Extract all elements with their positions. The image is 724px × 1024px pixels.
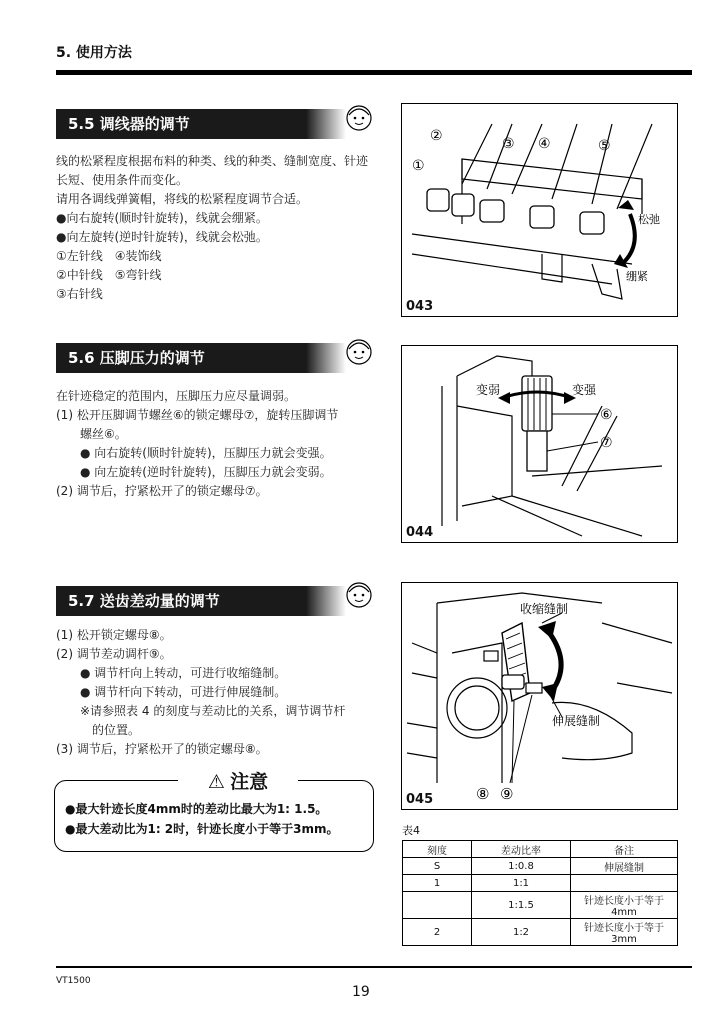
section-5-6-title: 5.6 压脚压力的调节	[56, 343, 346, 373]
text-line: ● 调节杆向下转动，可进行伸展缝制。	[80, 685, 287, 699]
caution-line: ●最大针迹长度4mm时的差动比最大为1: 1.5。	[65, 802, 328, 816]
label-1: ①	[412, 158, 425, 174]
label-5: ⑤	[598, 138, 611, 154]
table-cell: 针迹长度小于等于4mm	[571, 892, 678, 919]
mascot-icon	[344, 580, 374, 610]
table-caption: 表4	[402, 824, 420, 837]
text-line: (2) 调节后，拧紧松开了的锁定螺母⑦。	[56, 484, 268, 498]
label-tighten: 绷紧	[626, 270, 648, 283]
label-7: ⑦	[600, 435, 613, 451]
differential-lever-drawing	[402, 583, 677, 809]
presser-foot-drawing	[402, 346, 677, 542]
figure-number: 045	[406, 792, 434, 807]
table-header-row	[403, 841, 678, 858]
label-6: ⑥	[600, 407, 613, 423]
table-row	[403, 919, 678, 946]
warning-icon: ⚠	[207, 771, 225, 793]
section-5-5-text	[56, 152, 376, 304]
text-line: 螺丝⑥。	[80, 427, 127, 441]
text-line: ②中针线 ⑤弯针线	[56, 268, 162, 282]
text-line: ③右针线	[56, 287, 103, 301]
header-rule	[56, 70, 692, 75]
text-line: ※请参照表 4 的刻度与差动比的关系，调节调节杆	[80, 704, 346, 718]
table-cell: S	[403, 858, 472, 875]
text-line: ①左针线 ④装饰线	[56, 249, 162, 263]
page-number: 19	[352, 984, 370, 1000]
figure-045	[401, 582, 678, 810]
label-weaker: 变弱	[476, 383, 501, 397]
text-line: ●向左旋转(逆时针旋转)，线就会松弛。	[56, 230, 268, 244]
label-2: ②	[430, 128, 443, 144]
table-row	[403, 858, 678, 875]
table-cell: 1	[403, 875, 472, 892]
tension-dials-drawing	[402, 104, 677, 316]
table-cell: 针迹长度小于等于3mm	[571, 919, 678, 946]
footer-rule	[56, 966, 692, 968]
table-cell: 1:1.5	[472, 892, 571, 919]
label-stronger: 变强	[572, 383, 597, 397]
table-header: 刻度	[403, 841, 472, 858]
label-8: ⑧	[476, 785, 490, 803]
figure-number: 044	[406, 525, 434, 540]
text-line: 在针迹稳定的范围内，压脚压力应尽量调弱。	[56, 389, 297, 403]
table-cell: 伸展缝制	[571, 858, 678, 875]
table-cell: 1:2	[472, 919, 571, 946]
section-5-5-title: 5.5 调线器的调节	[56, 109, 346, 139]
table-cell: 2	[403, 919, 472, 946]
text-line: (3) 调节后，拧紧松开了的锁定螺母⑧。	[56, 742, 268, 756]
text-line: ● 向右旋转(顺时针旋转)，压脚压力就会变强。	[80, 446, 332, 460]
mascot-icon	[344, 103, 374, 133]
section-5-7-title: 5.7 送齿差动量的调节	[56, 586, 346, 616]
text-line: 长短、使用条件而变化。	[56, 173, 189, 187]
caution-header	[178, 767, 298, 793]
text-line: (1) 松开锁定螺母⑧。	[56, 628, 172, 642]
label-loosen: 松弛	[638, 213, 660, 226]
label-9: ⑨	[500, 785, 514, 803]
table-cell	[403, 892, 472, 919]
table-cell: 1:1	[472, 875, 571, 892]
text-line: 的位置。	[92, 723, 141, 737]
mascot-icon	[344, 337, 374, 367]
caution-line: ●最大差动比为1: 2时，针迹长度小于等于3mm。	[65, 822, 339, 836]
table-4	[402, 840, 678, 946]
table-header: 备注	[571, 841, 678, 858]
label-shrink-sewing: 收缩缝制	[520, 602, 569, 616]
section-5-7-text	[56, 626, 386, 759]
figure-043	[401, 103, 678, 317]
chapter-heading: 5. 使用方法	[56, 45, 132, 61]
table-header: 差动比率	[472, 841, 571, 858]
model-number: VT1500	[56, 976, 91, 986]
text-line: 线的松紧程度根据布料的种类、线的种类、缝制宽度、针迹	[56, 154, 369, 168]
table-row	[403, 875, 678, 892]
text-line: ● 调节杆向上转动，可进行收缩缝制。	[80, 666, 287, 680]
table-cell	[571, 875, 678, 892]
label-stretch-sewing: 伸展缝制	[552, 714, 601, 728]
text-line: ● 向左旋转(逆时针旋转)，压脚压力就会变弱。	[80, 465, 332, 479]
label-3: ③	[502, 136, 515, 152]
label-4: ④	[538, 136, 551, 152]
text-line: (1) 松开压脚调节螺丝⑥的锁定螺母⑦，旋转压脚调节	[56, 408, 339, 422]
table-row	[403, 892, 678, 919]
figure-number: 043	[406, 299, 434, 314]
text-line: (2) 调节差动调杆⑨。	[56, 647, 172, 661]
figure-044	[401, 345, 678, 543]
text-line: ●向右旋转(顺时针旋转)，线就会绷紧。	[56, 211, 268, 225]
text-line: 请用各调线弹簧帽，将线的松紧程度调节合适。	[56, 192, 309, 206]
table-cell: 1:0.8	[472, 858, 571, 875]
caution-title: 注意	[230, 771, 269, 793]
section-5-6-text	[56, 387, 386, 501]
